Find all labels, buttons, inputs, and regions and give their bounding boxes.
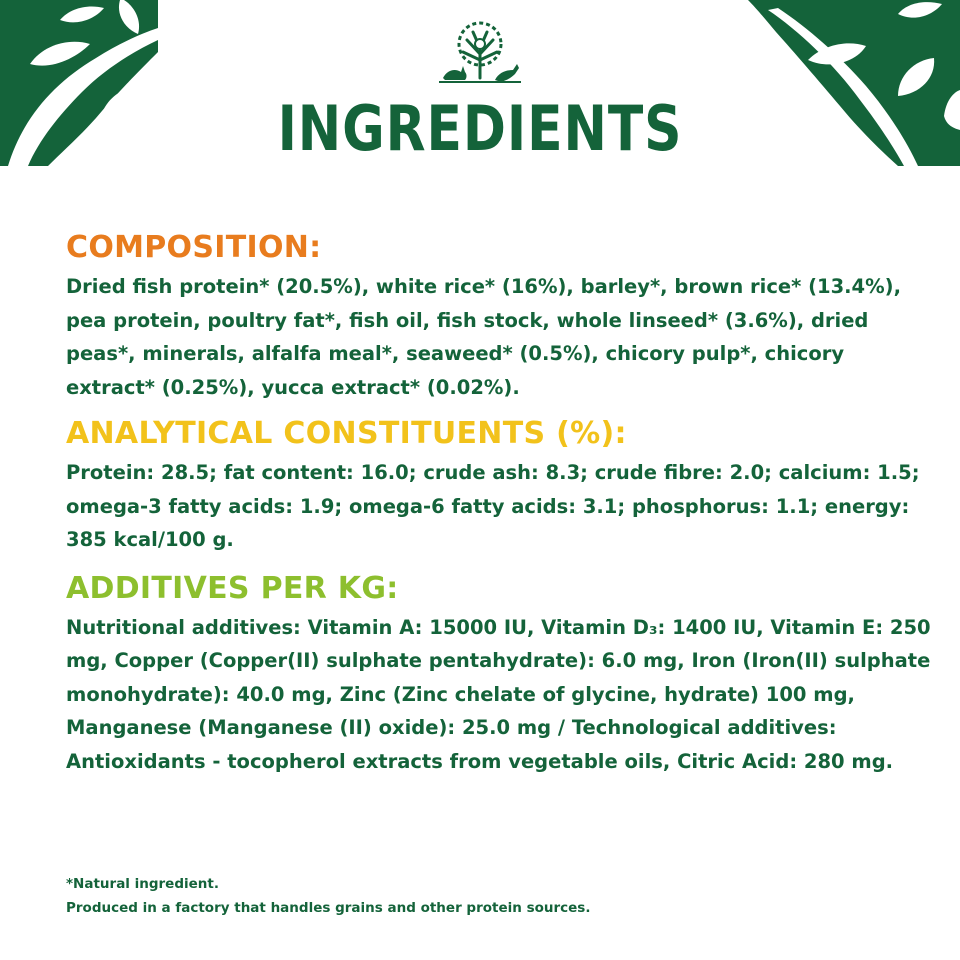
composition-text: Dried fish protein* (20.5%), white rice* (16%), barley*, brown rice* (13.4%), pea protein, poultry fat*, fish oil, fish stock, whole linseed* (3.6%), dried peas*, minerals, alfalfa meal*, seaweed* (0.5%), chicory pulp*, chicory extract* (0.25%), yucca extract* (0.02%). [66,275,901,399]
additives-heading: ADDITIVES PER KG: [66,570,399,606]
natural-ingredient-note: *Natural ingredient. [66,876,219,892]
tree-with-pets-logo-icon [437,20,523,86]
analytical-constituents-text: Protein: 28.5; fat content: 16.0; crude ash: 8.3; crude fibre: 2.0; calcium: 1.5; omega-3 fatty acids: 1.9; omega-6 fatty acids: 3.1; phosphorus: 1.1; energy: 385 kcal/100 g. [66,461,920,551]
composition-heading: COMPOSITION: [66,230,322,265]
additives-text: Nutritional additives: Vitamin A: 15000 IU, Vitamin D₃: 1400 IU, Vitamin E: 250 mg, Copper (Copper(II) sulphate pentahydrate): 6.0 mg, Iron (Iron(II) sulphate monohydrate): 40.0 mg, Zinc (Zinc chelate of glycine, hydrate) 100 mg, Manganese (Manganese (II) oxide): 25.0 mg / Technological additives: Antioxidants - tocopherol extracts from vegetable oils, Citric Acid: 280 mg. [66,615,931,773]
analytical-constituents-heading: ANALYTICAL CONSTITUENTS (%): [66,416,627,451]
page-title: INGREDIENTS [277,92,683,165]
header-banner [0,0,960,166]
ingredients-content [66,226,936,778]
footnotes [66,872,926,920]
factory-allergen-note: Produced in a factory that handles grains and other protein sources. [66,900,591,916]
